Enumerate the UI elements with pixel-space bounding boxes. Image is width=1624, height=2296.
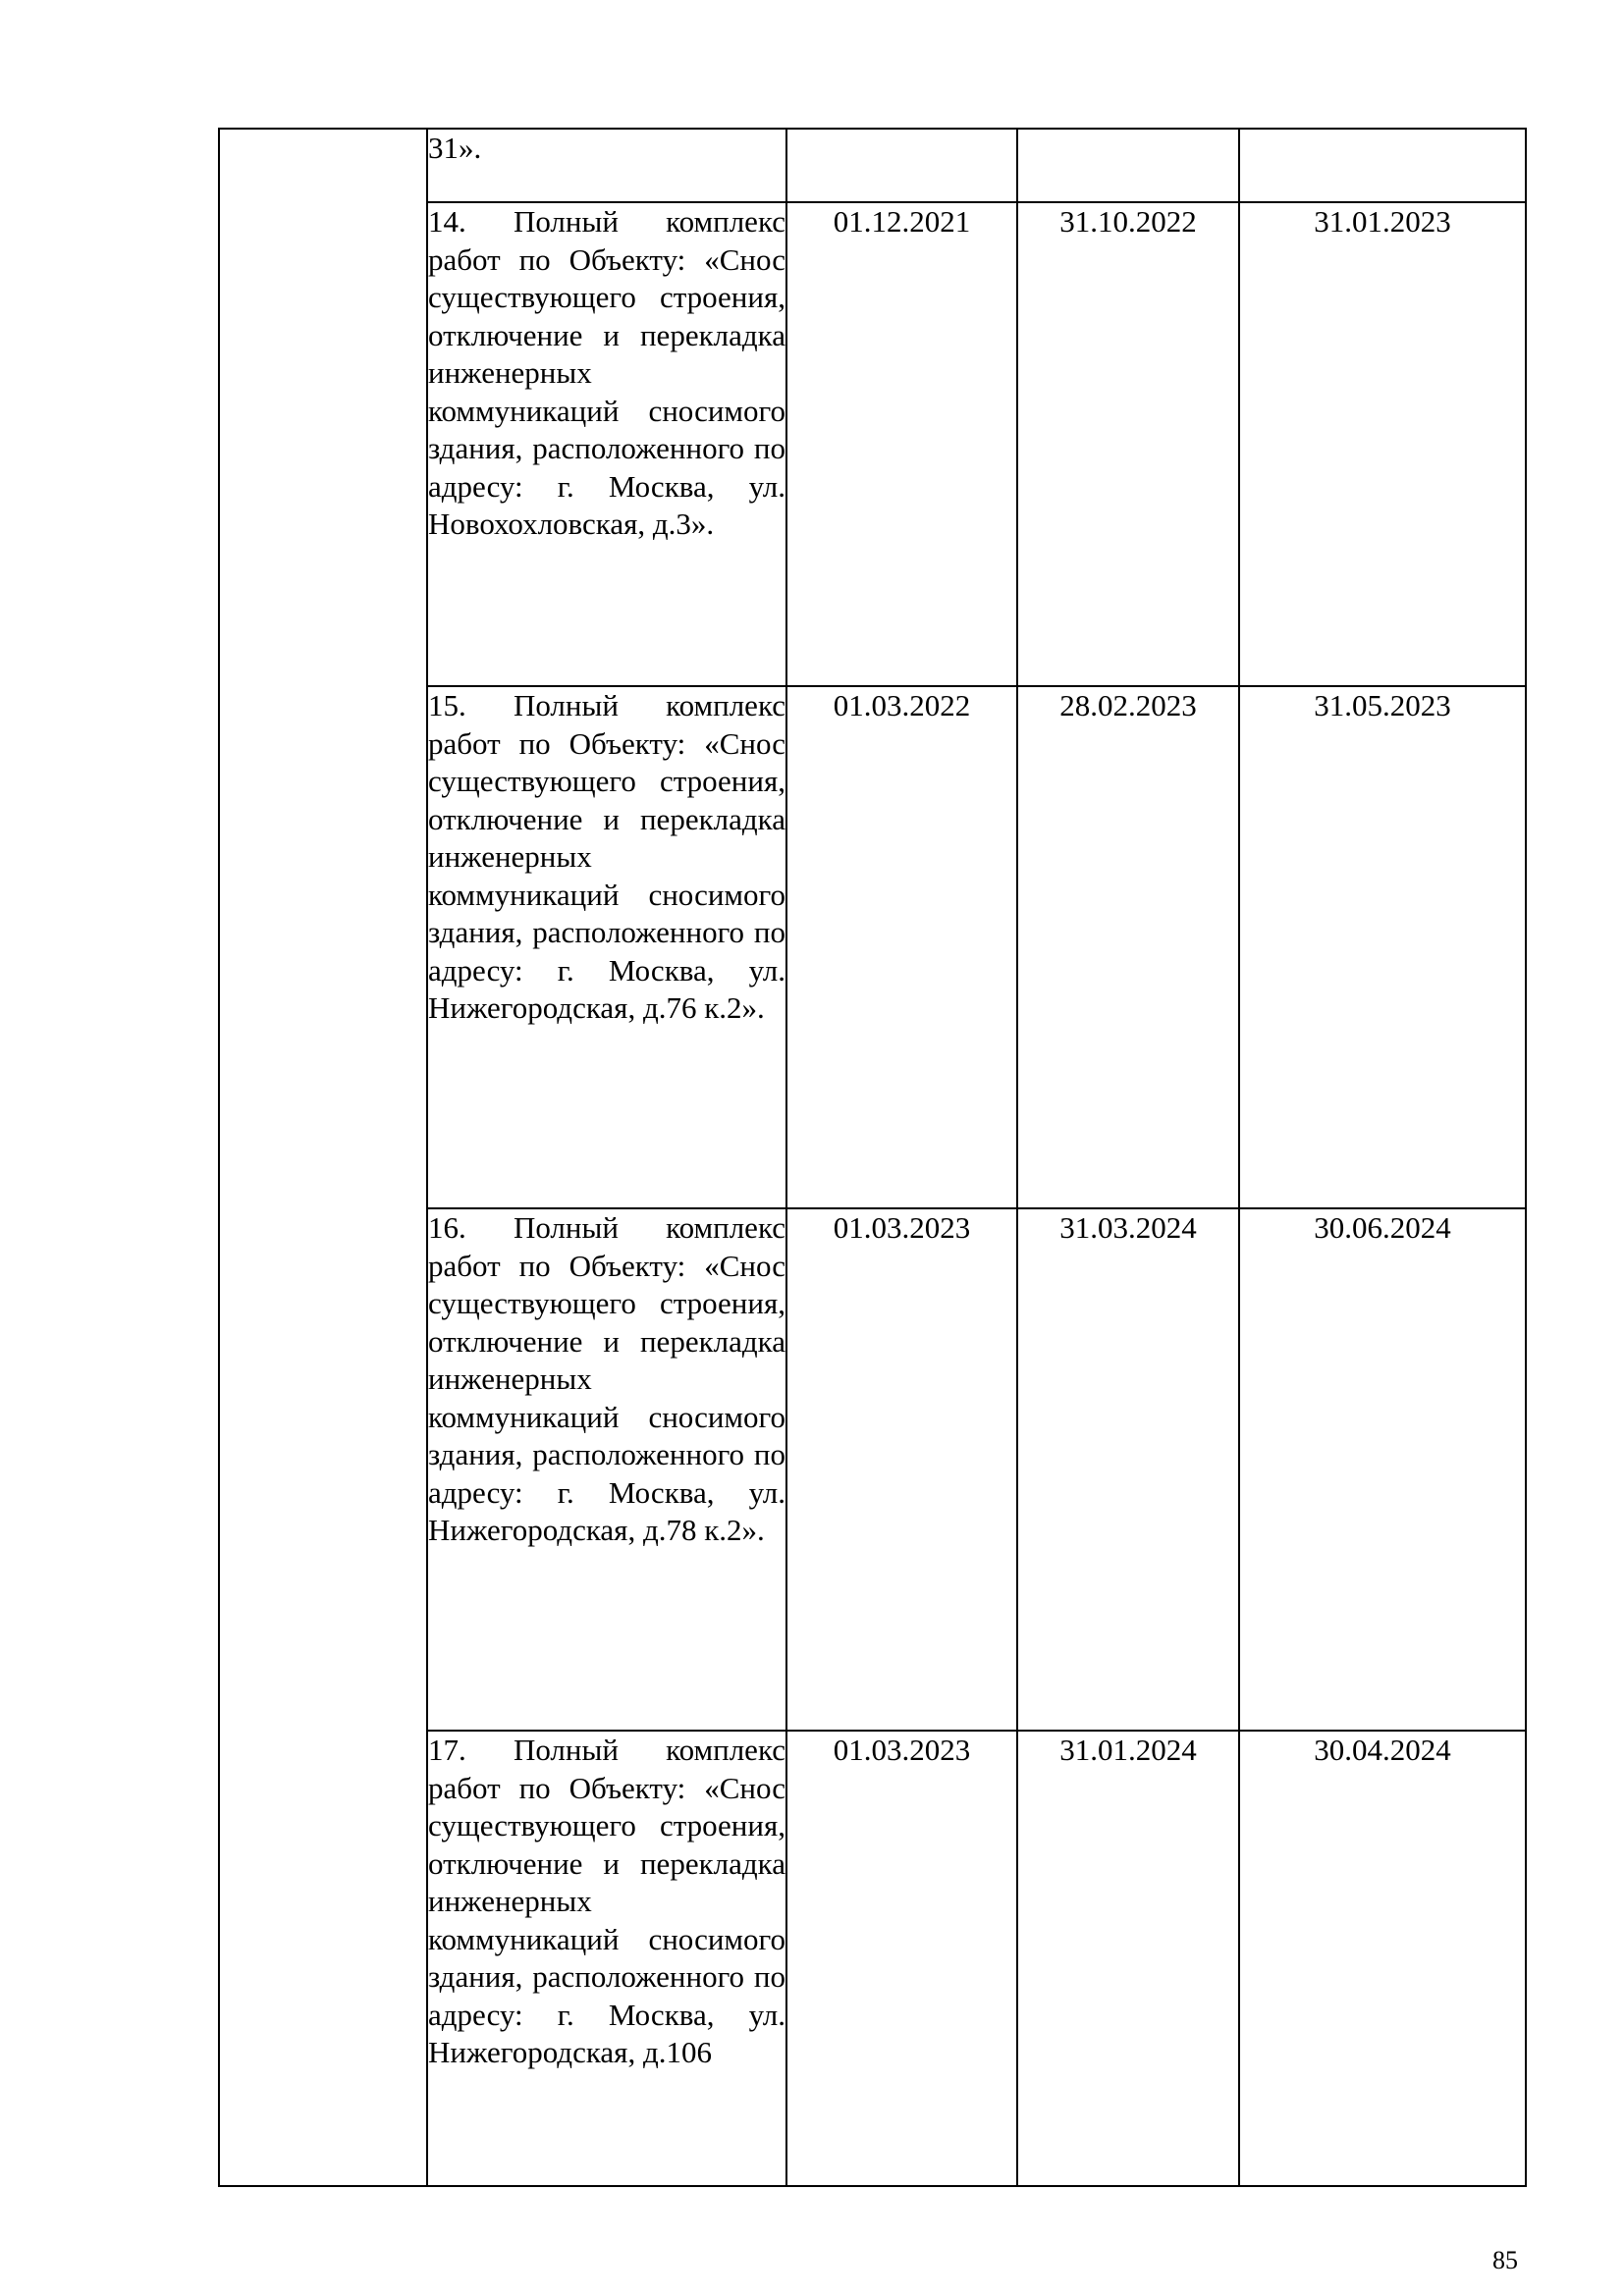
start-date: 01.03.2022 xyxy=(833,688,971,722)
empty-first-column-cell xyxy=(219,129,427,2186)
work-description-cell xyxy=(427,129,786,202)
work-description-cell xyxy=(427,1208,786,1731)
work-description-text: 14. Полный комплекс работ по Объекту: «Снос существующего строения, отключение и перекладка инженерных коммуникаций сносимого здания, расположенного по адресу: г. Москва, ул. Новохохловская, д.3». xyxy=(428,204,785,541)
work-description-text: 15. Полный комплекс работ по Объекту: «Снос существующего строения, отключение и перекладка инженерных коммуникаций сносимого здания, расположенного по адресу: г. Москва, ул. Нижегородская, д.76 к.2». xyxy=(428,688,785,1025)
start-date-cell xyxy=(786,686,1017,1208)
start-date-cell xyxy=(786,202,1017,686)
work-description-cell xyxy=(427,202,786,686)
page-number: 85 xyxy=(1492,2246,1518,2274)
start-date-cell xyxy=(786,129,1017,202)
final-date-cell xyxy=(1239,202,1526,686)
final-date-cell xyxy=(1239,129,1526,202)
final-date: 31.01.2023 xyxy=(1314,204,1451,239)
end-date-cell xyxy=(1017,1208,1239,1731)
end-date: 31.03.2024 xyxy=(1059,1210,1197,1245)
work-description-text: 16. Полный комплекс работ по Объекту: «Снос существующего строения, отключение и перекладка инженерных коммуникаций сносимого здания, расположенного по адресу: г. Москва, ул. Нижегородская, д.78 к.2». xyxy=(428,1210,785,1547)
end-date: 31.10.2022 xyxy=(1059,204,1197,239)
end-date-cell xyxy=(1017,686,1239,1208)
start-date-cell xyxy=(786,1731,1017,2186)
end-date: 28.02.2023 xyxy=(1059,688,1197,722)
final-date: 30.04.2024 xyxy=(1314,1733,1451,1767)
final-date: 30.06.2024 xyxy=(1314,1210,1451,1245)
start-date: 01.03.2023 xyxy=(833,1733,971,1767)
work-description-text: 17. Полный комплекс работ по Объекту: «Снос существующего строения, отключение и перекладка инженерных коммуникаций сносимого здания, расположенного по адресу: г. Москва, ул. Нижегородская, д.106 xyxy=(428,1733,785,2069)
work-description-cell xyxy=(427,1731,786,2186)
start-date-cell xyxy=(786,1208,1017,1731)
end-date-cell xyxy=(1017,129,1239,202)
end-date: 31.01.2024 xyxy=(1059,1733,1197,1767)
start-date: 01.03.2023 xyxy=(833,1210,971,1245)
work-description-text: 31». xyxy=(428,131,482,165)
final-date-cell xyxy=(1239,1731,1526,2186)
final-date: 31.05.2023 xyxy=(1314,688,1451,722)
end-date-cell xyxy=(1017,202,1239,686)
table-row xyxy=(219,129,1526,202)
final-date-cell xyxy=(1239,1208,1526,1731)
work-description-cell xyxy=(427,686,786,1208)
start-date: 01.12.2021 xyxy=(833,204,971,239)
schedule-table xyxy=(218,128,1527,2187)
end-date-cell xyxy=(1017,1731,1239,2186)
final-date-cell xyxy=(1239,686,1526,1208)
